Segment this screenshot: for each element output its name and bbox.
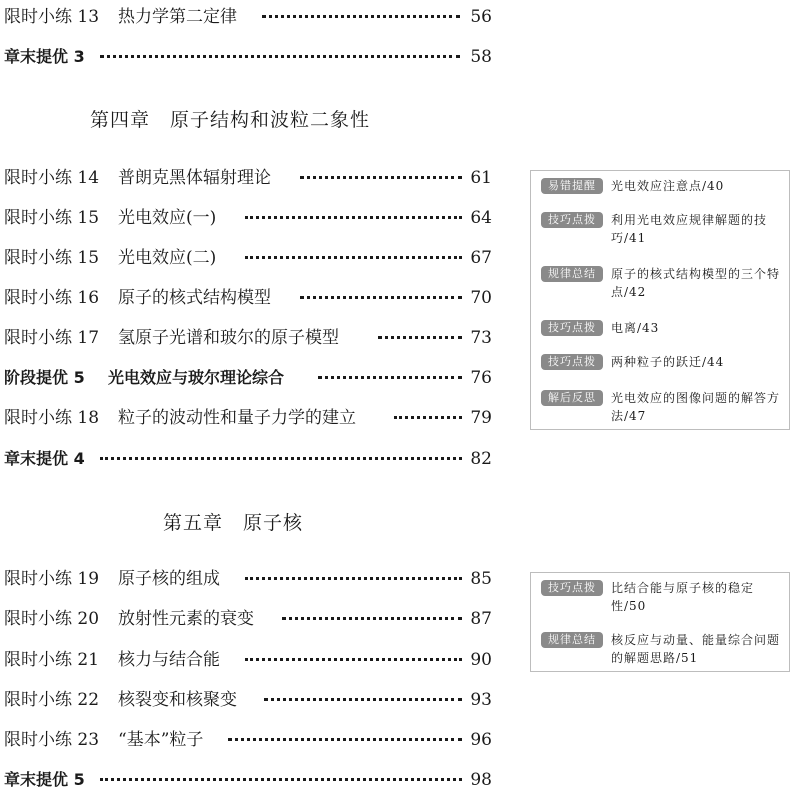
toc-entry[interactable] xyxy=(0,2,492,32)
tip-text: 核反应与动量、能量综合问题的解题思路/51 xyxy=(611,633,781,665)
tip-tag: 规律总结 xyxy=(541,266,603,282)
dot-leader xyxy=(300,176,462,179)
toc-entry[interactable] xyxy=(0,685,492,715)
dot-leader xyxy=(245,658,462,661)
entry-title: 原子的核式结构模型 xyxy=(118,288,271,308)
dot-leader xyxy=(100,55,460,58)
toc-entry[interactable] xyxy=(0,283,492,313)
page-number: 96 xyxy=(470,730,492,750)
entry-number: 限时小练 14 xyxy=(4,168,100,188)
entry-number: 限时小练 21 xyxy=(4,650,100,670)
tip-text: 光电效应的图像问题的解答方法/47 xyxy=(611,391,781,423)
page-number: 64 xyxy=(470,208,492,228)
dot-leader xyxy=(262,15,460,18)
toc-entry[interactable] xyxy=(0,363,492,393)
entry-number: 限时小练 18 xyxy=(4,408,100,428)
page-number: 70 xyxy=(470,288,492,308)
page-number: 87 xyxy=(470,609,492,629)
toc-entry[interactable] xyxy=(0,203,492,233)
tip-item[interactable] xyxy=(541,211,783,249)
tip-text: 电离/43 xyxy=(611,321,660,335)
tip-item[interactable] xyxy=(541,631,783,669)
dot-leader xyxy=(318,376,462,379)
tip-item[interactable] xyxy=(541,177,783,197)
entry-title: 氢原子光谱和玻尔的原子模型 xyxy=(118,328,339,348)
entry-title: 光电效应(二) xyxy=(118,248,217,268)
toc-entry[interactable] xyxy=(0,725,492,755)
entry-title: 核裂变和核聚变 xyxy=(118,690,237,710)
entry-number: 阶段提优 5 xyxy=(4,368,85,387)
toc-entry[interactable] xyxy=(0,444,492,474)
entry-number: 限时小练 20 xyxy=(4,609,100,629)
entry-number: 章末提优 5 xyxy=(4,770,85,789)
page-number: 79 xyxy=(470,408,492,428)
dot-leader xyxy=(378,336,462,339)
tip-text: 利用光电效应规律解题的技巧/41 xyxy=(611,213,768,245)
tip-item[interactable] xyxy=(541,265,783,303)
page-number: 82 xyxy=(470,449,492,469)
toc-entry[interactable] xyxy=(0,323,492,353)
page-number: 58 xyxy=(470,47,492,67)
toc-entry[interactable] xyxy=(0,163,492,193)
page-number: 98 xyxy=(470,770,492,790)
tips-box xyxy=(530,572,790,672)
dot-leader xyxy=(264,698,462,701)
entry-number: 限时小练 23 xyxy=(4,730,100,750)
tip-item[interactable] xyxy=(541,353,783,373)
entry-title: 热力学第二定律 xyxy=(118,7,237,27)
dot-leader xyxy=(282,617,462,620)
entry-title: 原子核的组成 xyxy=(118,569,220,589)
tip-text: 原子的核式结构模型的三个特点/42 xyxy=(611,267,781,299)
tip-tag: 解后反思 xyxy=(541,390,603,406)
page-number: 56 xyxy=(470,7,492,27)
page-number: 76 xyxy=(470,368,492,388)
page-number: 85 xyxy=(470,569,492,589)
entry-title: “基本”粒子 xyxy=(118,730,204,750)
entry-number: 限时小练 15 xyxy=(4,208,100,228)
entry-title: 光电效应与玻尔理论综合 xyxy=(108,368,285,387)
chapter-heading: 第五章 原子核 xyxy=(163,512,304,534)
page-number: 93 xyxy=(470,690,492,710)
dot-leader xyxy=(100,457,462,460)
page-number: 73 xyxy=(470,328,492,348)
entry-number: 限时小练 15 xyxy=(4,248,100,268)
entry-title: 核力与结合能 xyxy=(118,650,220,670)
dot-leader xyxy=(245,256,462,259)
tip-tag: 技巧点拨 xyxy=(541,212,603,228)
dot-leader xyxy=(300,296,462,299)
tip-tag: 技巧点拨 xyxy=(541,320,603,336)
toc-entry[interactable] xyxy=(0,403,492,433)
entry-number: 限时小练 17 xyxy=(4,328,100,348)
entry-number: 章末提优 4 xyxy=(4,449,85,468)
dot-leader xyxy=(394,416,462,419)
toc-entry[interactable] xyxy=(0,765,492,795)
entry-title: 粒子的波动性和量子力学的建立 xyxy=(118,408,356,428)
toc-entry[interactable] xyxy=(0,42,492,72)
toc-entry[interactable] xyxy=(0,645,492,675)
tip-text: 比结合能与原子核的稳定性/50 xyxy=(611,581,755,613)
entry-number: 限时小练 13 xyxy=(4,7,100,27)
tip-tag: 技巧点拨 xyxy=(541,354,603,370)
page-number: 67 xyxy=(470,248,492,268)
tip-item[interactable] xyxy=(541,579,783,617)
tip-tag: 规律总结 xyxy=(541,632,603,648)
entry-number: 限时小练 22 xyxy=(4,690,100,710)
toc-entry[interactable] xyxy=(0,243,492,273)
tips-box xyxy=(530,170,790,430)
entry-number: 限时小练 16 xyxy=(4,288,100,308)
chapter-heading: 第四章 原子结构和波粒二象性 xyxy=(90,109,371,131)
entry-title: 光电效应(一) xyxy=(118,208,217,228)
tip-tag: 易错提醒 xyxy=(541,178,603,194)
entry-number: 限时小练 19 xyxy=(4,569,100,589)
tip-text: 两种粒子的跃迁/44 xyxy=(611,355,725,369)
toc-entry[interactable] xyxy=(0,604,492,634)
dot-leader xyxy=(245,216,462,219)
tip-tag: 技巧点拨 xyxy=(541,580,603,596)
entry-number: 章末提优 3 xyxy=(4,47,85,66)
tip-item[interactable] xyxy=(541,319,783,339)
page-number: 61 xyxy=(470,168,492,188)
toc-entry[interactable] xyxy=(0,564,492,594)
tip-item[interactable] xyxy=(541,389,783,427)
entry-title: 放射性元素的衰变 xyxy=(118,609,254,629)
dot-leader xyxy=(228,738,462,741)
dot-leader xyxy=(245,577,462,580)
entry-title: 普朗克黑体辐射理论 xyxy=(118,168,271,188)
tip-text: 光电效应注意点/40 xyxy=(611,179,725,193)
page-number: 90 xyxy=(470,650,492,670)
dot-leader xyxy=(100,778,462,781)
